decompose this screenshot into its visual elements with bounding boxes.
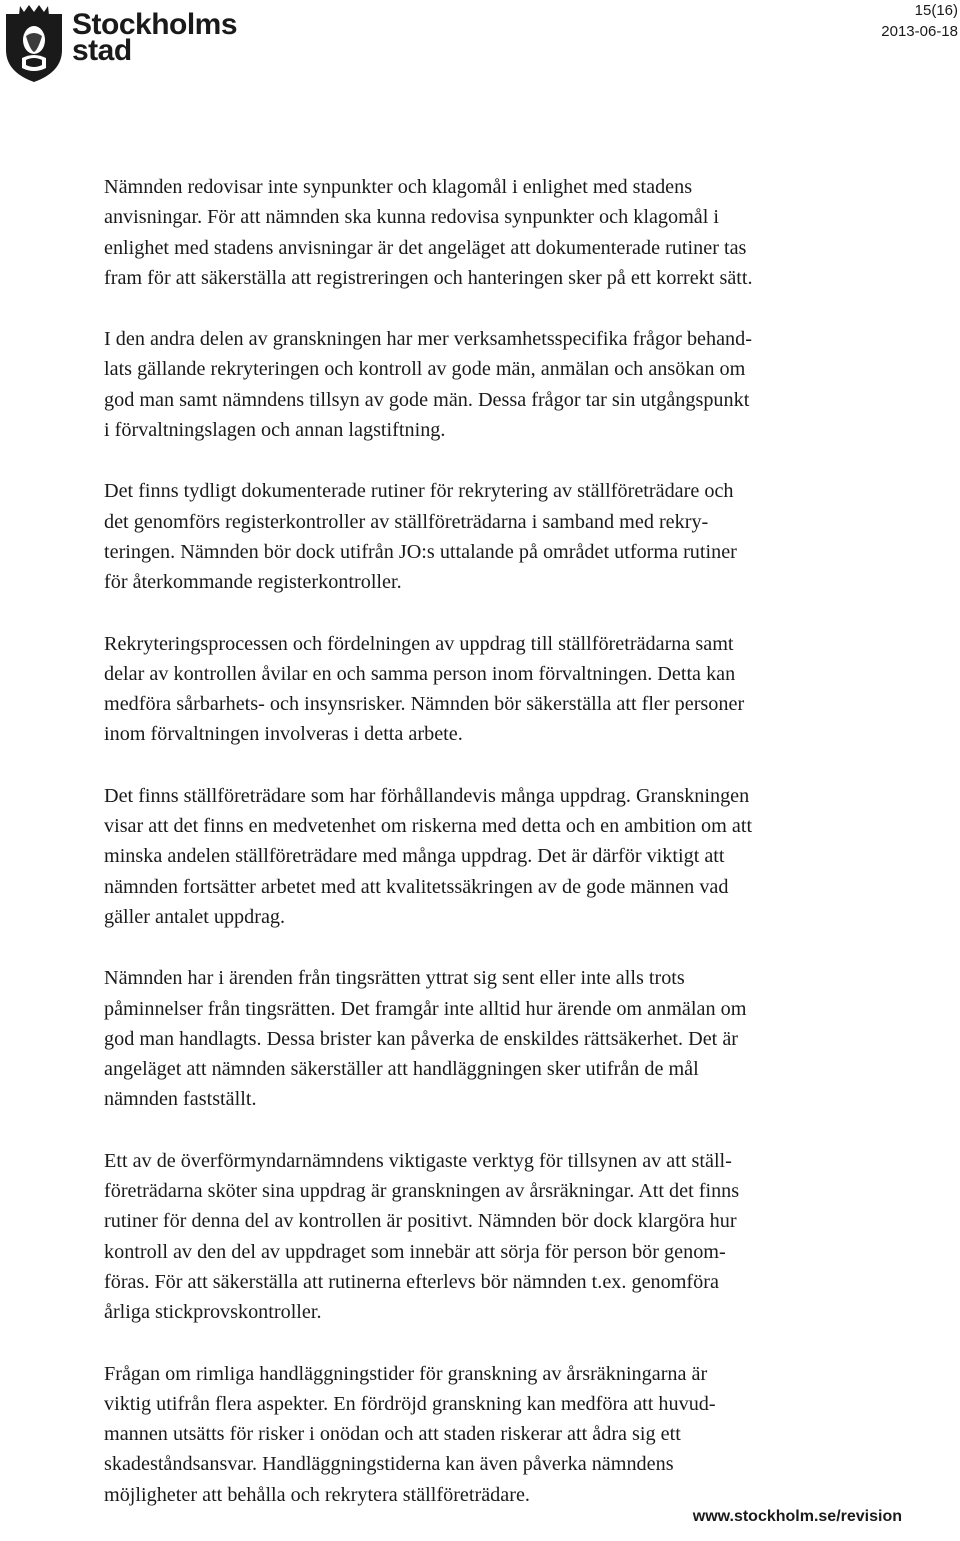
document-body [104, 172, 904, 1541]
paragraph-3: Det finns tydligt dokumenterade rutiner för rekrytering av ställföreträdare och det genomförs registerkontroller av ställföreträdarna i samband med rekry- teringen. Nämnden bör dock utifrån JO:s uttalande på området utforma rutiner för återkommande registerkontroller. [104, 480, 737, 594]
paragraph-7: Ett av de överförmyndarnämndens viktigaste verktyg för tillsynen av att ställ- företrädarna sköter sina uppdrag är granskningen av årsräkningar. Att det finns rutiner för denna del av kontrollen är positivt. Nämnden bör dock klargöra hur kontroll av den del av uppdraget som innebär att sörja för person bör genom- föras. För att säkerställa att rutinerna efterlevs bör nämnden t.ex. genomföra årliga stickprovskontroller. [104, 1149, 740, 1324]
paragraph-4: Rekryteringsprocessen och fördelningen av uppdrag till ställföreträdarna samt delar av kontrollen åvilar en och samma person inom förvaltningen. Detta kan medföra sårbarhets- och insynsrisker. Nämnden bör säkerställa att fler personer inom förvaltningen involveras i detta arbete. [104, 632, 745, 746]
paragraph-6: Nämnden har i ärenden från tingsrätten yttrat sig sent eller inte alls trots påminnelser från tingsrätten. Det framgår inte alltid hur ärende om anmälan om god man handlagts. Dessa brister kan påverka de enskildes rättsäkerhet. Det är angeläget att nämnden säkerställer att handläggningen sker utifrån de mål nämnden fastställt. [104, 967, 747, 1111]
city-crest-icon [2, 2, 66, 84]
paragraph-5: Det finns ställföreträdare som har förhållandevis många uppdrag. Granskningen visar att det finns en medvetenhet om riskerna med detta och en ambition om att minska andelen ställföreträdare med många uppdrag. Det är därför viktigt att nämnden fortsätter arbetet med att kvalitetssäkringen av de gode männen vad gäller antalet uppdrag. [104, 784, 753, 928]
document-date: 2013-06-18 [881, 23, 958, 40]
logo-wordmark-line2: stad [72, 34, 132, 67]
stockholms-stad-logo [2, 2, 242, 84]
logo-wordmark-line1: Stockholms [72, 8, 238, 41]
page-info [881, 0, 958, 42]
paragraph-2: I den andra delen av granskningen har mer verksamhetsspecifika frågor behand- lats gällande rekryteringen och kontroll av gode män, anmälan och ansökan om god man samt nämndens tillsyn av gode män. Dessa frågor tar sin utgångspunkt i förvaltningslagen och annan lagstiftning. [104, 328, 752, 442]
paragraph-1: Nämnden redovisar inte synpunkter och klagomål i enlighet med stadens anvisningar. För att nämnden ska kunna redovisa synpunkter och klagomål i enlighet med stadens anvisningar är det angeläget att dokumenterade rutiner tas fram för att säkerställa att registreringen och hanteringen sker på ett korrekt sätt. [104, 176, 753, 289]
footer-url: www.stockholm.se/revision [692, 1508, 902, 1525]
paragraph-8: Frågan om rimliga handläggningstider för granskning av årsräkningarna är viktig utifrån flera aspekter. En fördröjd granskning kan medföra att huvud- mannen utsätts för risker i onödan och att staden riskerar att ådra sig ett skadeståndsansvar. Handläggningstiderna kan även påverka nämndens möjligheter att behålla och rekrytera ställföreträdare. [104, 1362, 716, 1506]
page-number: 15(16) [914, 2, 958, 19]
